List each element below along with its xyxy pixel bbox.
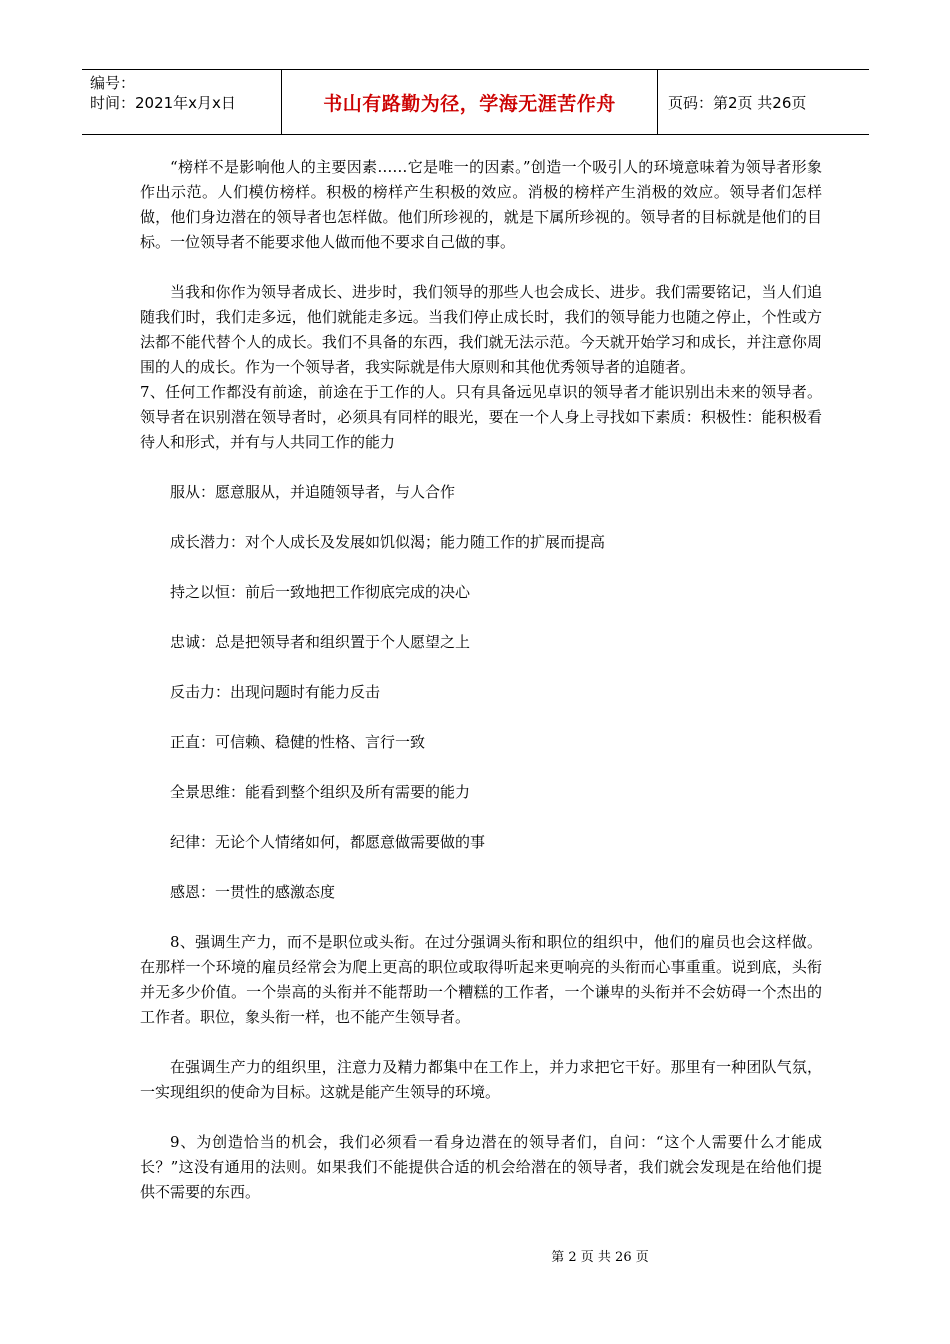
paragraph: 7、任何工作都没有前途，前途在于工作的人。只有具备远见卓识的领导者才能识别出未来的领导者。领导者在识别潜在领导者时，必须具有同样的眼光，要在一个人身上寻找如下素质：积极性：能积极看待人和形式，并有与人共同工作的能力 xyxy=(140,383,822,451)
number-label: 编号： xyxy=(90,74,136,92)
header-motto: 书山有路勤为径，学海无涯苦作舟 xyxy=(282,70,658,134)
paragraph: 9、为创造恰当的机会，我们必须看一看身边潜在的领导者们，自问：“这个人需要什么才能成长？”这没有通用的法则。如果我们不能提供合适的机会给潜在的领导者，我们就会发现是在给他们提供不需要的东西。 xyxy=(140,1133,822,1201)
page-footer: 第 2 页 共 26 页 xyxy=(551,1250,649,1265)
list-item: 成长潜力：对个人成长及发展如饥似渴；能力随工作的扩展而提高 xyxy=(170,533,606,551)
document-body xyxy=(140,155,822,1230)
list-item: 纪律：无论个人情绪如何，都愿意做需要做的事 xyxy=(170,833,486,851)
list-item: 全景思维：能看到整个组织及所有需要的能力 xyxy=(170,783,471,801)
list-item: 持之以恒：前后一致地把工作彻底完成的决心 xyxy=(170,583,471,601)
paragraph: 在强调生产力的组织里，注意力及精力都集中在工作上，并力求把它干好。那里有一种团队气氛，一实现组织的使命为目标。这就是能产生领导的环境。 xyxy=(140,1058,822,1101)
list-item: 忠诚：总是把领导者和组织置于个人愿望之上 xyxy=(170,633,471,651)
list-item: 反击力：出现问题时有能力反击 xyxy=(170,683,381,701)
list-item: 感恩：一贯性的感激态度 xyxy=(170,883,336,901)
list-item: 服从：愿意服从，并追随领导者，与人合作 xyxy=(170,483,456,501)
paragraph: 当我和你作为领导者成长、进步时，我们领导的那些人也会成长、进步。我们需要铭记，当人们追随我们时，我们走多远，他们就能走多远。当我们停止成长时，我们的领导能力也随之停止，个性或方法都不能代替个人的成长。我们不具备的东西，我们就无法示范。今天就开始学习和成长，并注意你周围的人的成长。作为一个领导者，我实际就是伟大原则和其他优秀领导者的追随者。 xyxy=(140,283,822,376)
paragraph: 8、强调生产力，而不是职位或头衔。在过分强调头衔和职位的组织中，他们的雇员也会这样做。在那样一个环境的雇员经常会为爬上更高的职位或取得听起来更响亮的头衔而心事重重。说到底，头衔并无多少价值。一个崇高的头衔并不能帮助一个糟糕的工作者，一个谦卑的头衔并不会妨碍一个杰出的工作者。职位，象头衔一样，也不能产生领导者。 xyxy=(140,933,822,1026)
page-header xyxy=(82,69,869,135)
date-label: 时间：2021年x月x日 xyxy=(90,94,236,112)
header-meta xyxy=(82,70,282,134)
paragraph: “榜样不是影响他人的主要因素……它是唯一的因素。”创造一个吸引人的环境意味着为领导者形象作出示范。人们模仿榜样。积极的榜样产生积极的效应。消极的榜样产生消极的效应。领导者们怎样做，他们身边潜在的领导者也怎样做。他们所珍视的，就是下属所珍视的。领导者的目标就是他们的目标。一位领导者不能要求他人做而他不要求自己做的事。 xyxy=(140,158,822,251)
list-item: 正直：可信赖、稳健的性格、言行一致 xyxy=(170,733,426,751)
header-page-info: 页码：第2页 共26页 xyxy=(668,93,807,112)
